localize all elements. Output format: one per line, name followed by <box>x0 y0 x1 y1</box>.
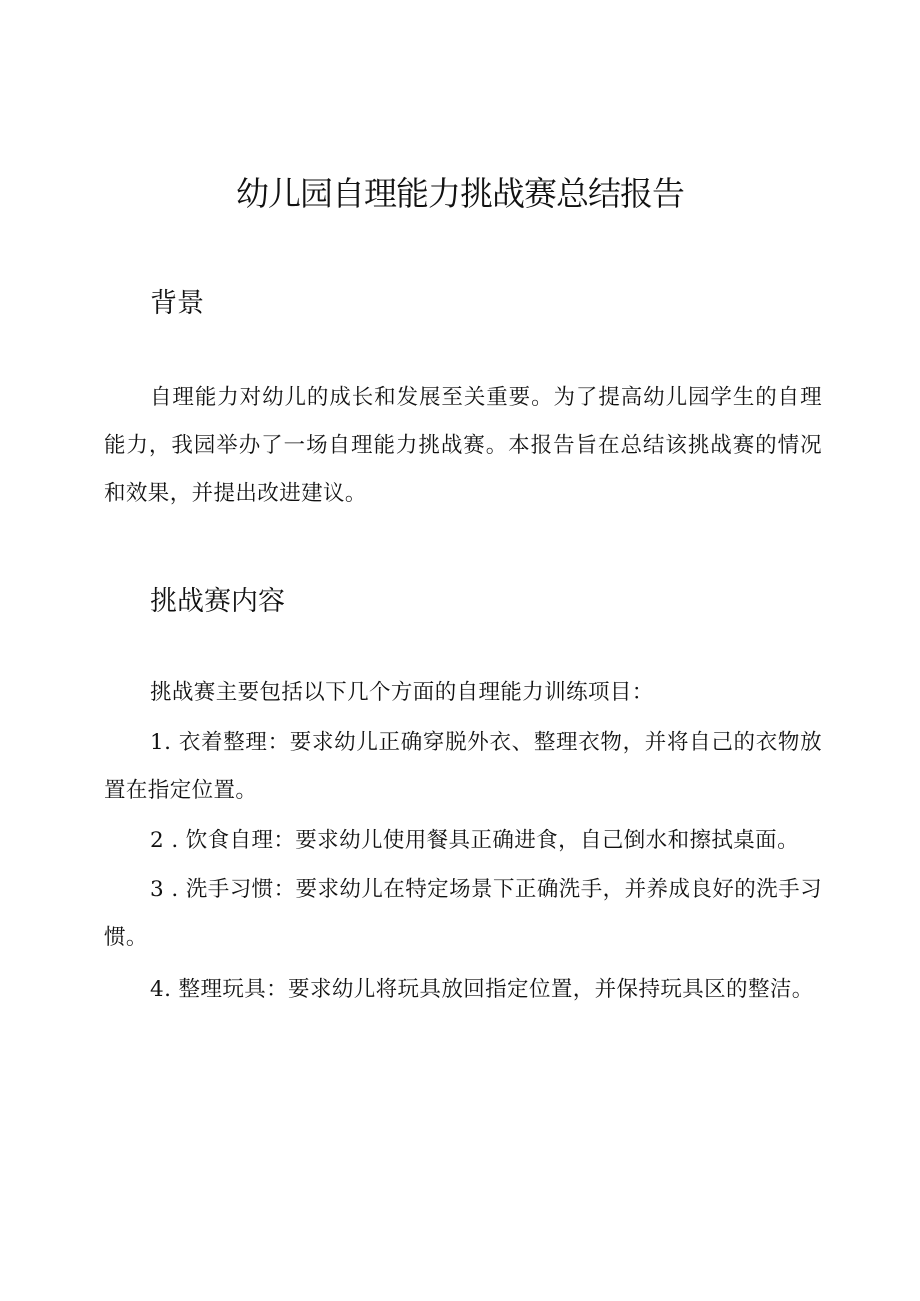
section-heading-challenge-content: 挑战赛内容 <box>150 586 285 617</box>
background-paragraph: 自理能力对幼儿的成长和发展至关重要。为了提高幼儿园学生的自理能力，我园举办了一场自理能力挑战赛。本报告旨在总结该挑战赛的情况和效果，并提出改进建议。 <box>104 385 822 506</box>
challenge-item-clothing: 1. 衣着整理：要求幼儿正确穿脱外衣、整理衣物，并将自己的衣物放置在指定位置。 <box>104 730 822 803</box>
section-heading-background: 背景 <box>150 288 204 319</box>
challenge-intro-paragraph: 挑战赛主要包括以下几个方面的自理能力训练项目： <box>150 680 654 705</box>
challenge-item-toys: 4. 整理玩具：要求幼儿将玩具放回指定位置，并保持玩具区的整洁。 <box>150 977 814 1002</box>
document-title: 幼儿园自理能力挑战赛总结报告 <box>236 174 684 213</box>
challenge-item-handwashing: 3 . 洗手习惯：要求幼儿在特定场景下正确洗手，并养成良好的洗手习惯。 <box>104 877 822 950</box>
challenge-item-eating: 2 . 饮食自理：要求幼儿使用餐具正确进食，自己倒水和擦拭桌面。 <box>150 828 799 853</box>
